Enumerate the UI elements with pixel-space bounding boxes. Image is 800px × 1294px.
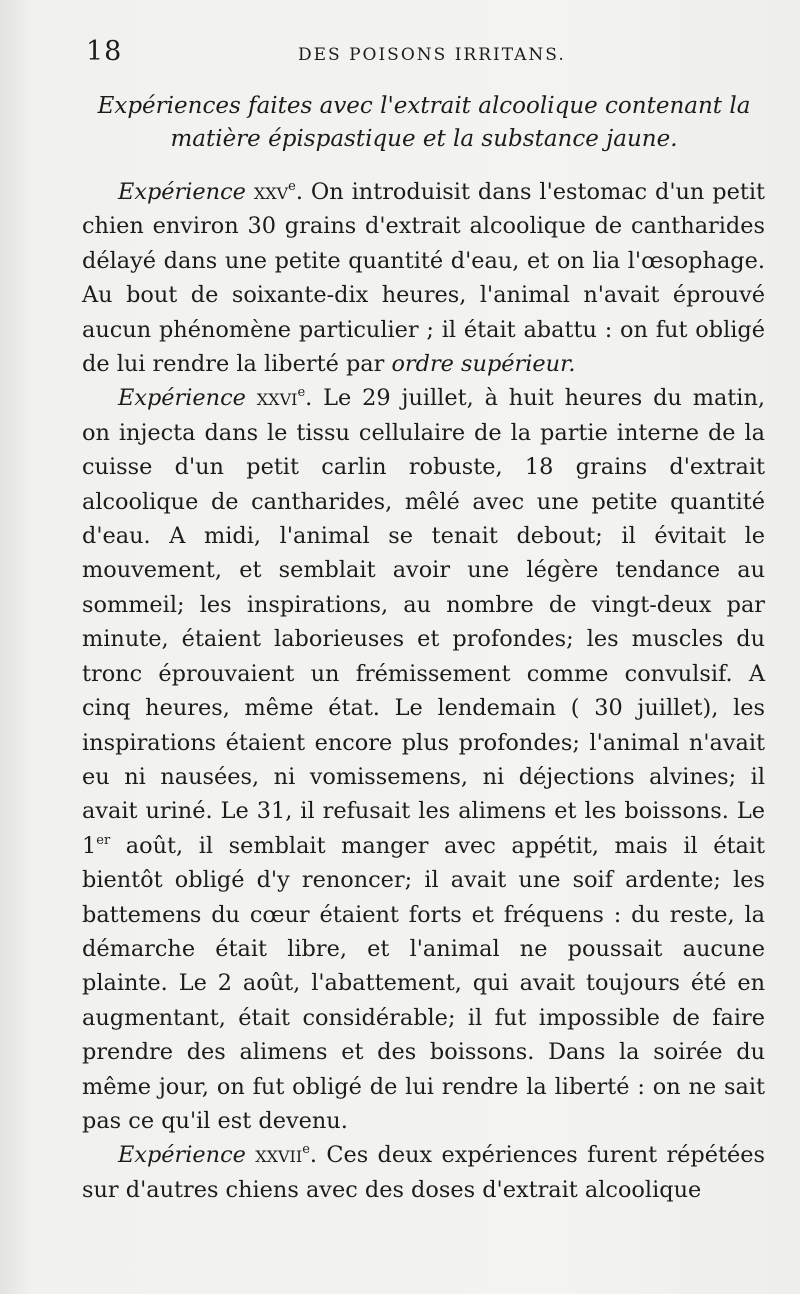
section-heading: Expériences faites avec l'extrait alcoolique contenant la matière épispastique et la substance jaune. [97,93,751,152]
page-header [86,36,766,72]
paragraph-italic-end: ordre supérieur. [391,351,576,378]
numeral-superscript: e [302,1142,310,1158]
experience-numeral: xxv [253,179,289,205]
paragraph-experience-25 [82,175,765,381]
experience-label: Expérience [118,179,246,205]
numeral-superscript: e [288,179,296,194]
paragraph-text: . Le 29 juillet, à huit heures du matin, on injecta dans le tissu cellulaire de la partie interne de la cuisse d'un petit carlin robuste, 18 grains d'extrait alcoolique de cantharides, mêlé avec une petite quantité d'eau. A midi, l'animal se tenait debout; il évitait le mouvement, et semblait avoir une légère tendance au sommeil; les inspirations, au nombre de vingt-deux par minute, étaient laborieuses et profondes; les muscles du tronc éprouvaient un frémissement comme convulsif. A cinq heures, même état. Le lendemain ( 30 juillet), les inspirations étaient encore plus profondes; l'animal n'avait eu ni nausées, ni vomissemens, ni déjections alvines; il avait uriné. Le 31, il refusait les alimens et les boissons. Le 1 [82,385,766,859]
experience-label: Expérience [118,385,246,412]
paragraph-experience-27 [82,1138,765,1207]
paragraph-text: . Ces deux expériences furent répétées sur d'autres chiens avec des doses d'extrait alcoolique [82,1142,765,1203]
running-title: DES POISONS IRRITANS. [298,45,566,65]
paragraph-experience-26 [82,381,765,1138]
paragraph-text-continued: août, il semblait manger avec appétit, mais il était bientôt obligé d'y renoncer; il avait une soif ardente; les battemens du cœur étaient forts et fréquens : du reste, la démarche était libre, et l'animal ne poussait aucune plainte. Le 2 août, l'abattement, qui avait toujours été en augmentant, était considérable; il fut impossible de faire prendre des alimens et des boissons. Dans la soirée du même jour, on fut obligé de lui rendre la liberté : on ne sait pas ce qu'il est devenu. [82,832,765,1134]
experience-numeral: xxvii [255,1142,303,1169]
page-number: 18 [86,36,123,67]
paragraph-text: . On introduisit dans l'estomac d'un petit chien environ 30 grains d'extrait alcoolique de cantharides délayé dans une petite quantité d'eau, et on lia l'œsophage. Au bout de soixante-dix heures, l'animal n'avait éprouvé aucun phénomène particulier ; il était abattu : on fut obligé de lui rendre la liberté par [82,179,765,378]
experience-numeral: xxvi [256,385,298,412]
date-superscript: er [96,832,111,848]
experience-label: Expérience [118,1142,246,1169]
body-text [82,175,765,1207]
numeral-superscript: e [297,385,306,401]
